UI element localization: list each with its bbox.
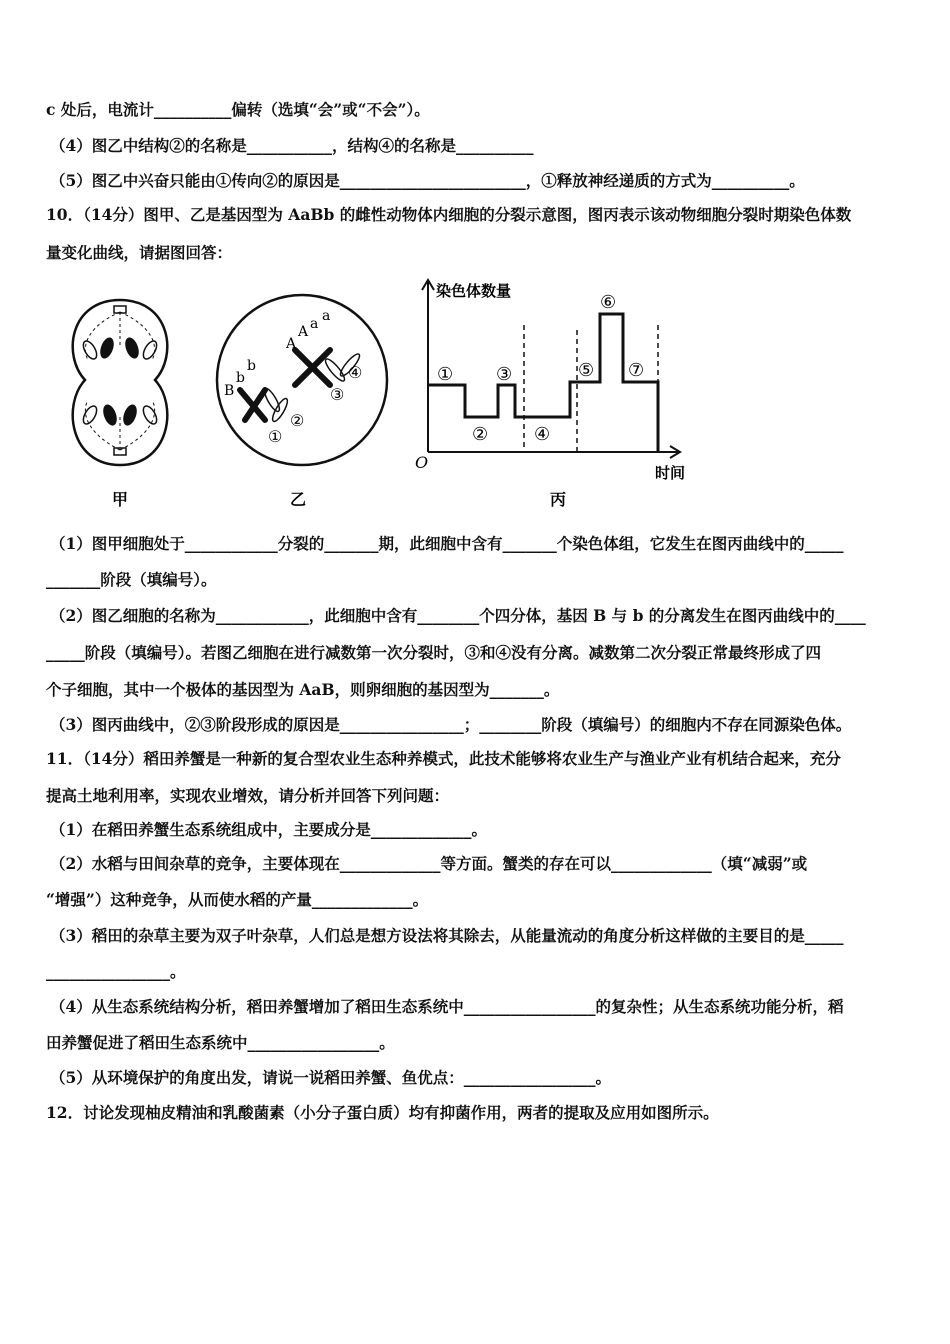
q10-part-2-cont: _____阶段（填编号）。若图乙细胞在进行减数第一次分裂时，③和④没有分离。减数第二次分裂正常最终形成了四 [46, 643, 822, 662]
caption-yi: 乙 [290, 490, 307, 509]
gene-label: A [286, 336, 297, 352]
q11-part-4-cont: 田养蟹促进了稻田生态系统中_________________。 [46, 1033, 395, 1052]
chromosomes-jia [81, 336, 160, 428]
gene-label: b [247, 358, 256, 374]
chromosome-number: ③ [330, 385, 345, 404]
figure-svg [40, 270, 920, 520]
chromosome-number: ④ [348, 363, 363, 382]
caption-bing: 丙 [550, 490, 567, 509]
text-line-1: c 处后，电流计__________偏转（选填“会”或“不会”）。 [46, 100, 430, 119]
cell-jia-diagram [73, 300, 168, 465]
text-line-5: 量变化曲线，请据图回答： [46, 243, 233, 262]
caption-jia: 甲 [112, 490, 129, 509]
question-10-title: 10．（14分）图甲、乙是基因型为 AaBb 的雌性动物体内细胞的分裂示意图，图丙表示该动物细胞分裂时期染色体数 [46, 205, 852, 224]
chromosome-number: ① [268, 427, 283, 446]
q10-part-2-cont2: 个子细胞，其中一个极体的基因型为 AaB，则卵细胞的基因型为_______。 [46, 680, 560, 699]
question-12-title: 12．讨论发现柚皮精油和乳酸菌素（小分子蛋白质）均有抑菌作用，两者的提取及应用如图所示。 [46, 1103, 719, 1122]
y-axis-label: 染色体数量 [436, 282, 512, 300]
gene-label: a [310, 316, 319, 332]
stage-label: ② [472, 424, 489, 445]
stage-label: ⑤ [578, 360, 595, 381]
q11-part-4: （4）从生态系统结构分析，稻田养蟹增加了稻田生态系统中_________________的复杂性；从生态系统功能分析，稻 [50, 997, 844, 1016]
q10-part-3: （3）图丙曲线中，②③阶段形成的原因是________________；________阶段（填编号）的细胞内不存在同源染色体。 [50, 715, 852, 734]
q11-intro-cont: 提高土地利用率，实现农业增效，请分析并回答下列问题： [46, 786, 450, 805]
gene-label: b [236, 370, 245, 386]
text-line-3: （5）图乙中兴奋只能由①传向②的原因是________________________，①释放神经递质的方式为__________。 [50, 171, 805, 190]
cell-division-figure [40, 270, 920, 520]
text-line-2: （4）图乙中结构②的名称是___________，结构④的名称是__________ [50, 136, 534, 155]
gene-label: B [224, 383, 235, 399]
q10-part-2: （2）图乙细胞的名称为____________，此细胞中含有________个四分体，基因 B 与 b 的分离发生在图丙曲线中的____ [50, 606, 866, 625]
x-axis-label: 时间 [655, 464, 686, 482]
origin-label: O [415, 453, 429, 472]
question-11-title: 11．（14分）稻田养蟹是一种新的复合型农业生态种养模式，此技术能够将农业生产与渔业产业有机结合起来，充分 [46, 749, 841, 768]
cell-yi-diagram [217, 295, 387, 465]
q11-part-2: （2）水稻与田间杂草的竞争，主要体现在_____________等方面。蟹类的存在可以_____________（填“减弱”或 [50, 854, 808, 873]
stage-label: ④ [534, 424, 551, 445]
q11-part-3-cont: ________________。 [46, 962, 186, 981]
stage-label: ⑦ [628, 360, 645, 381]
q11-part-1: （1）在稻田养蟹生态系统组成中，主要成分是_____________。 [50, 820, 488, 839]
q10-part-1: （1）图甲细胞处于____________分裂的_______期，此细胞中含有_______个染色体组，它发生在图丙曲线中的_____ [50, 534, 844, 553]
q11-part-3: （3）稻田的杂草主要为双子叶杂草，人们总是想方设法将其除去，从能量流动的角度分析这样做的主要目的是_____ [50, 926, 844, 945]
stage-label: ③ [496, 364, 513, 385]
gene-label: A [298, 324, 309, 340]
chromosome-number: ② [290, 411, 305, 430]
stage-label: ① [437, 364, 454, 385]
stage-label: ⑥ [600, 292, 617, 313]
gene-label: a [322, 308, 331, 324]
q11-part-5: （5）从环境保护的角度出发，请说一说稻田养蟹、鱼优点：_________________。 [50, 1068, 612, 1087]
q11-part-2-cont: “增强”）这种竞争，从而使水稻的产量_____________。 [46, 890, 429, 909]
q10-part-1-cont: _______阶段（填编号）。 [46, 570, 217, 589]
